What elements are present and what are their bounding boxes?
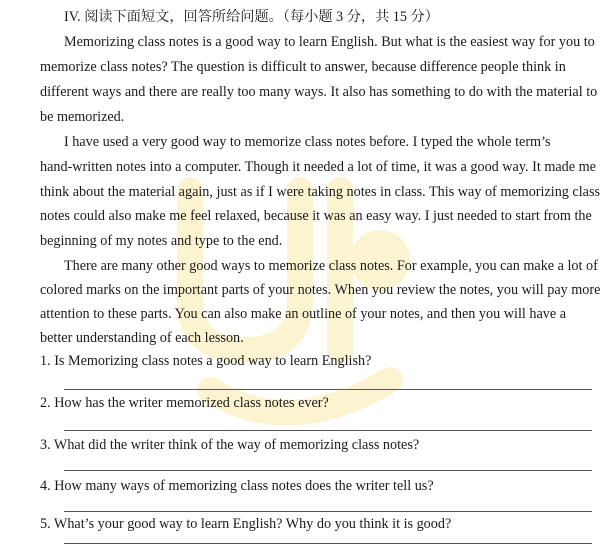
passage-line: better understanding of each lesson.	[40, 330, 244, 346]
passage-line: different ways and there are really too many ways. It also has something to do with the material to	[40, 84, 598, 100]
answer-line-3[interactable]	[64, 470, 592, 471]
question-3: 3. What did the writer think of the way of memorizing class notes?	[40, 437, 420, 453]
passage-line: Memorizing class notes is a good way to learn English. But what is the easiest way for you to	[64, 34, 595, 50]
passage-line: There are many other good ways to memorize class notes. For example, you can make a lot of	[64, 258, 598, 274]
question-5: 5. What’s your good way to learn English? Why do you think it is good?	[40, 516, 452, 532]
answer-line-4[interactable]	[64, 511, 592, 512]
question-4: 4. How many ways of memorizing class notes does the writer tell us?	[40, 478, 434, 494]
question-2: 2. How has the writer memorized class notes ever?	[40, 395, 329, 411]
answer-line-5[interactable]	[64, 543, 592, 544]
passage-line: attention to these parts. You can also make an outline of your notes, and then you will have a	[40, 306, 567, 322]
passage-line: beginning of my notes and type to the end.	[40, 233, 283, 249]
question-1: 1. Is Memorizing class notes a good way to learn English?	[40, 353, 372, 369]
section-title: IV. 阅读下面短文，回答所给问题。（每小题 3 分，共 15 分）	[64, 9, 439, 25]
passage-line: I have used a very good way to memorize class notes before. I typed the whole term’s	[64, 134, 551, 150]
passage-line: hand-written notes into a computer. Though it needed a lot of time, it was a good way. It made me	[40, 159, 596, 175]
passage-line: notes could also make me feel relaxed, because it was an easy way. I just needed to start from the	[40, 208, 592, 224]
passage-line: be memorized.	[40, 109, 125, 125]
passage-line: think about the material again, just as if I were taking notes in class. This way of memorizing class	[40, 184, 600, 200]
passage-line: memorize class notes? The question is difficult to answer, because difference people think in	[40, 59, 566, 75]
passage-line: colored marks on the important parts of your notes. When you review the notes, you will pay more	[40, 282, 600, 298]
answer-line-2[interactable]	[64, 430, 592, 431]
answer-line-1[interactable]	[64, 389, 592, 390]
